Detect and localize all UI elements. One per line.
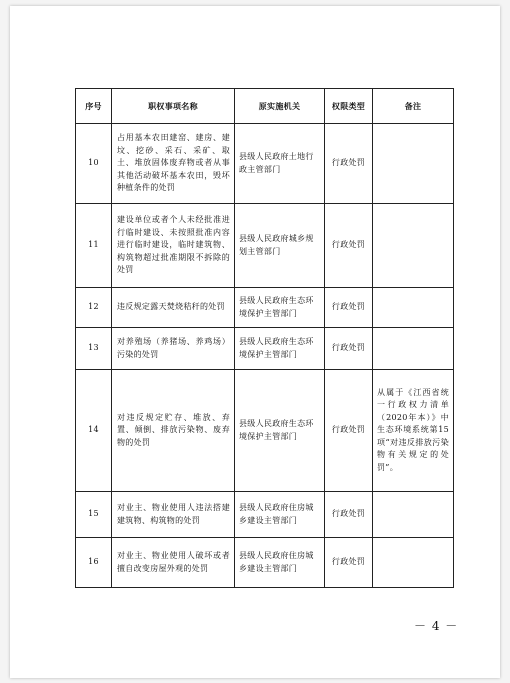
row-power-type: 行政处罚 (325, 204, 373, 288)
row-agency: 县级人民政府城乡规划主管部门 (235, 204, 325, 288)
row-power-type: 行政处罚 (325, 124, 373, 204)
row-agency: 县级人民政府住房城乡建设主管部门 (235, 492, 325, 538)
header-agency: 原实施机关 (235, 89, 325, 124)
row-agency: 县级人民政府生态环境保护主管部门 (235, 370, 325, 492)
row-number: 14 (76, 370, 112, 492)
row-agency: 县级人民政府土地行政主管部门 (235, 124, 325, 204)
row-note (373, 492, 454, 538)
row-number: 15 (76, 492, 112, 538)
table-row (76, 204, 454, 288)
document-page (10, 6, 500, 678)
row-item-name: 对违反规定贮存、堆放、弃置、倾倒、排放污染物、废弃物的处罚 (112, 370, 235, 492)
power-list-table (75, 88, 454, 588)
row-power-type: 行政处罚 (325, 370, 373, 492)
row-power-type: 行政处罚 (325, 538, 373, 588)
header-power-type: 权限类型 (325, 89, 373, 124)
row-item-name: 对业主、物业使用人违法搭建建筑物、构筑物的处罚 (112, 492, 235, 538)
row-agency: 县级人民政府住房城乡建设主管部门 (235, 538, 325, 588)
header-item-name: 职权事项名称 (112, 89, 235, 124)
row-agency: 县级人民政府生态环境保护主管部门 (235, 328, 325, 370)
row-agency: 县级人民政府生态环境保护主管部门 (235, 288, 325, 328)
page-number: － 4 － (414, 619, 459, 633)
table-row (76, 124, 454, 204)
row-item-name: 占用基本农田建窑、建房、建坟、挖砂、采石、采矿、取土、堆放固体废弃物或者从事其他活动破坏基本农田，毁坏种植条件的处罚 (112, 124, 235, 204)
header-note: 备注 (373, 89, 454, 124)
row-number: 16 (76, 538, 112, 588)
row-item-name: 违反规定露天焚烧秸秆的处罚 (112, 288, 235, 328)
row-item-name: 建设单位或者个人未经批准进行临时建设、未按照批准内容进行临时建设，临时建筑物、构筑物超过批准期限不拆除的处罚 (112, 204, 235, 288)
row-number: 13 (76, 328, 112, 370)
row-note (373, 124, 454, 204)
table-row (76, 370, 454, 492)
row-item-name: 对养殖场（养猪场、养鸡场）污染的处罚 (112, 328, 235, 370)
row-number: 11 (76, 204, 112, 288)
table-row (76, 288, 454, 328)
row-note (373, 288, 454, 328)
row-number: 10 (76, 124, 112, 204)
table-row (76, 538, 454, 588)
row-power-type: 行政处罚 (325, 288, 373, 328)
row-power-type: 行政处罚 (325, 328, 373, 370)
row-note (373, 538, 454, 588)
table-row (76, 328, 454, 370)
row-note: 从属于《江西省统一行政权力清单（2020年本）》中生态环境系统第15项“对违反排放污染物有关规定的处罚”。 (373, 370, 454, 492)
row-note (373, 204, 454, 288)
row-number: 12 (76, 288, 112, 328)
table-header-row (76, 89, 454, 124)
row-power-type: 行政处罚 (325, 492, 373, 538)
row-item-name: 对业主、物业使用人破坏或者擅自改变房屋外观的处罚 (112, 538, 235, 588)
table-row (76, 492, 454, 538)
header-seq: 序号 (76, 89, 112, 124)
row-note (373, 328, 454, 370)
